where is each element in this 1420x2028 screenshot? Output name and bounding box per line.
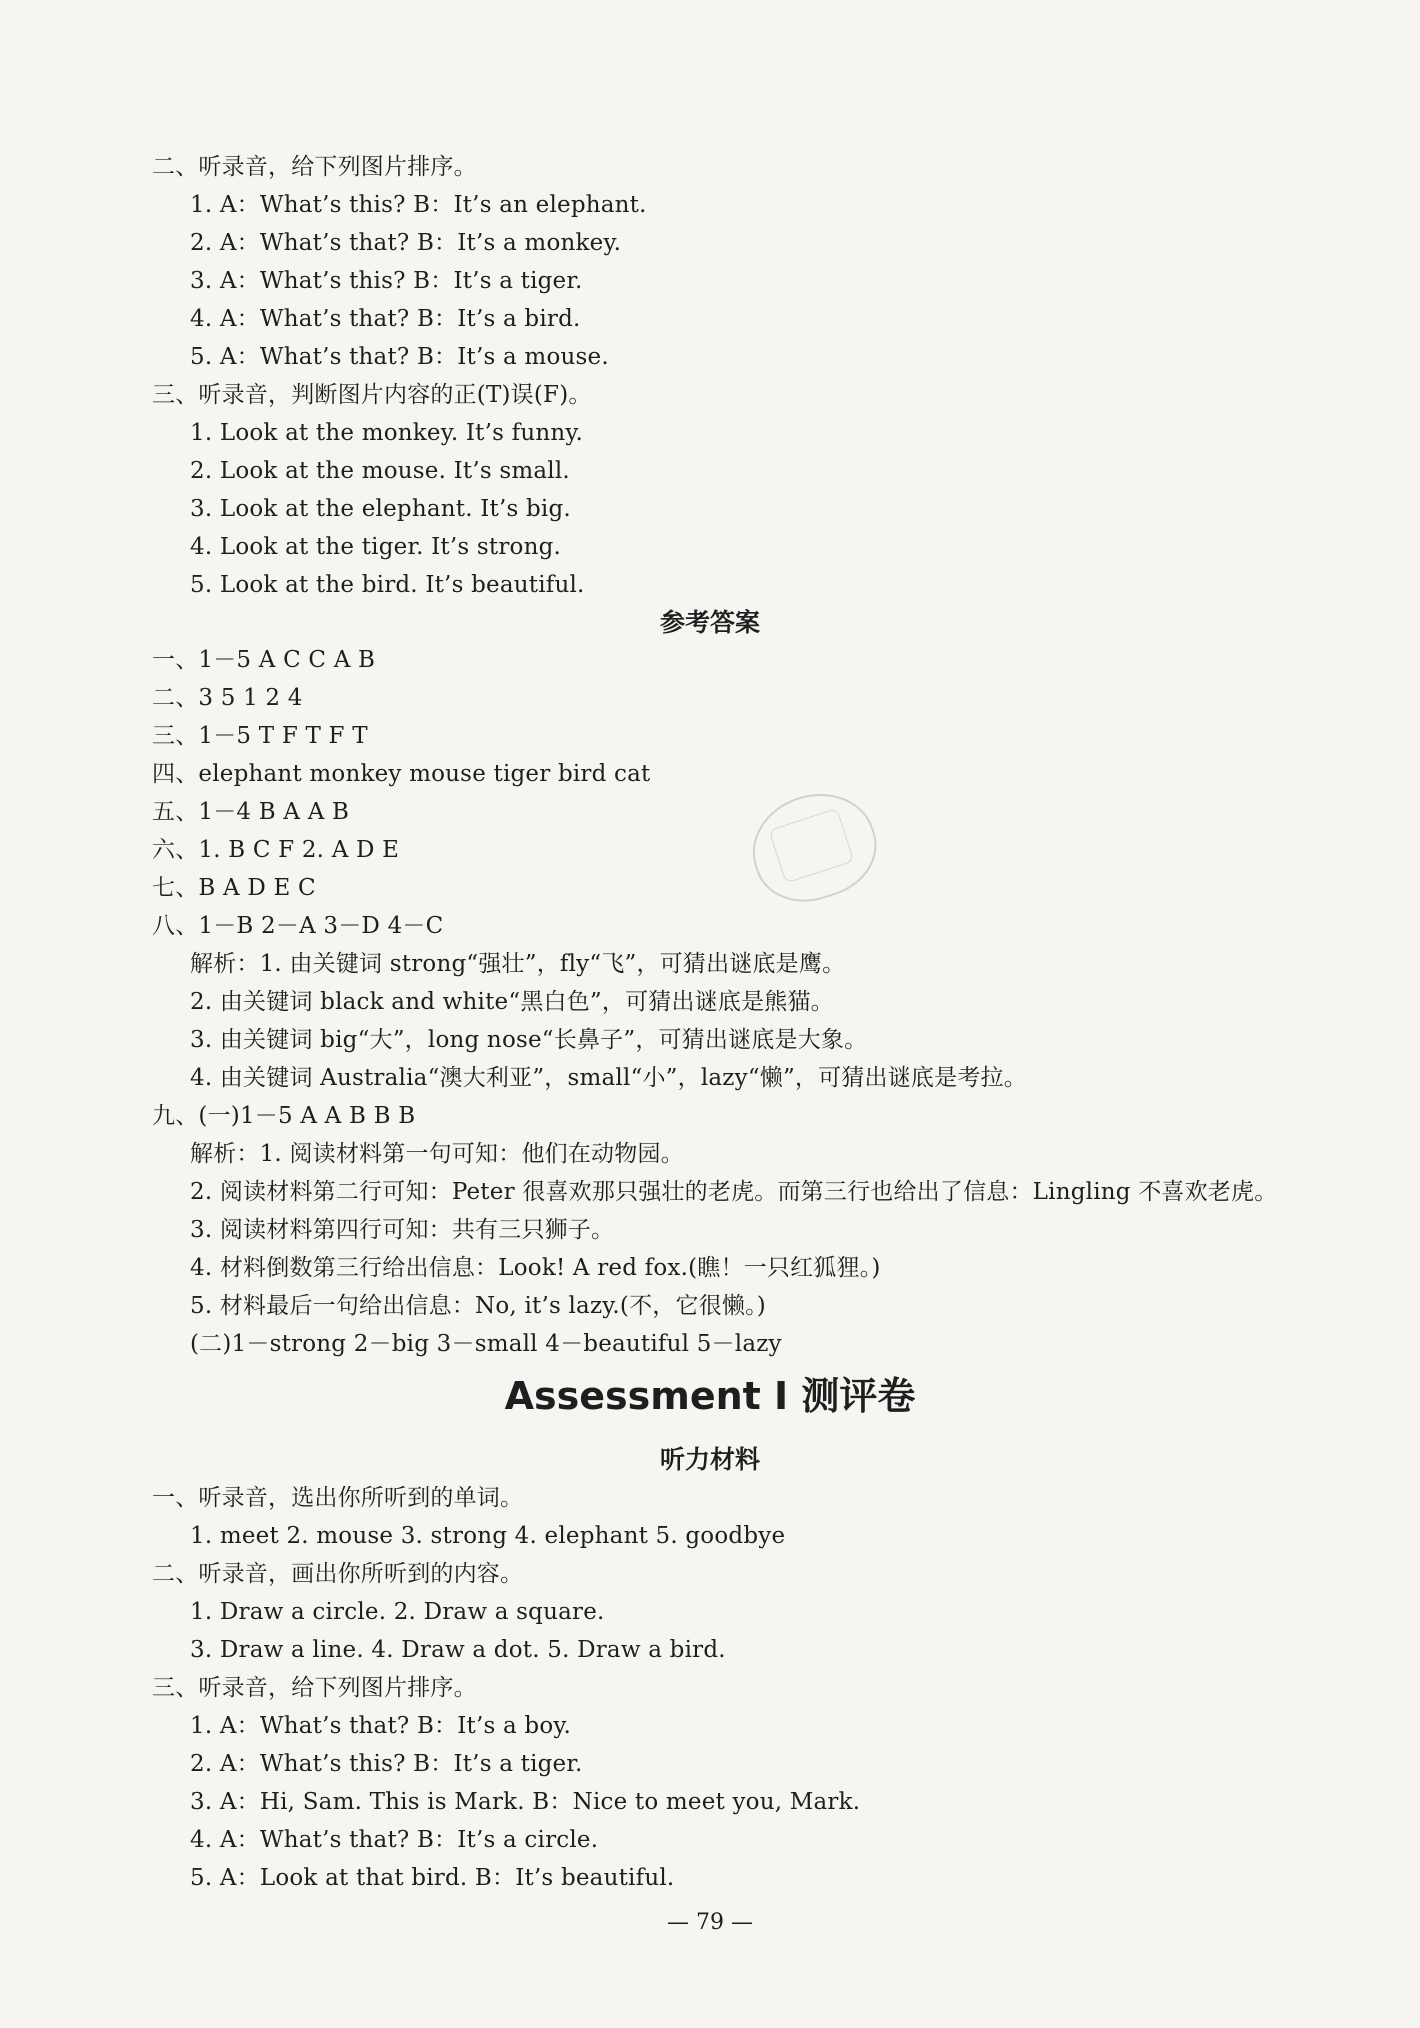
q9-explanation: 2. 阅读材料第二行可知：Peter 很喜欢那只强壮的老虎。而第三行也给出了信息：Lingling 不喜欢老虎。 [190, 1179, 1278, 1205]
q9-explanation: 4. 材料倒数第三行给出信息：Look! A red fox.(瞧！一只红狐狸。) [190, 1255, 881, 1281]
q8-explanation: 3. 由关键词 big“大”，long nose“长鼻子”，可猜出谜底是大象。 [190, 1027, 868, 1053]
assessment-part1-heading: 一、听录音，选出你所听到的单词。 [152, 1485, 524, 1511]
section-two-item: 5. A：What’s that? B：It’s a mouse. [190, 344, 609, 370]
assessment-part3-heading: 三、听录音，给下列图片排序。 [152, 1675, 477, 1701]
watermark-stamp-inner [769, 808, 855, 884]
section-two-heading: 二、听录音，给下列图片排序。 [152, 154, 477, 180]
answer-line: 八、1－B 2－A 3－D 4－C [152, 913, 444, 939]
section-three-item: 4. Look at the tiger. It’s strong. [190, 534, 562, 560]
answer-line: 六、1. B C F 2. A D E [152, 837, 400, 863]
section-three-heading: 三、听录音，判断图片内容的正(T)误(F)。 [152, 382, 592, 408]
q9-explanation: 解析：1. 阅读材料第一句可知：他们在动物园。 [190, 1141, 684, 1167]
answer-line: 七、B A D E C [152, 875, 316, 901]
section-two-item: 3. A：What’s this? B：It’s a tiger. [190, 268, 583, 294]
answer-line: 二、3 5 1 2 4 [152, 685, 303, 711]
section-two-item: 1. A：What’s this? B：It’s an elephant. [190, 192, 647, 218]
assessment-part3-item: 5. A：Look at that bird. B：It’s beautiful. [190, 1865, 675, 1891]
q9-answer-line: 九、(一)1－5 A A B B B [152, 1103, 416, 1129]
assessment-part3-item: 1. A：What’s that? B：It’s a boy. [190, 1713, 572, 1739]
section-three-item: 1. Look at the monkey. It’s funny. [190, 420, 584, 446]
assessment-part3-item: 2. A：What’s this? B：It’s a tiger. [190, 1751, 583, 1777]
q9-explanation: 3. 阅读材料第四行可知：共有三只狮子。 [190, 1217, 615, 1243]
assessment-part1-line: 1. meet 2. mouse 3. strong 4. elephant 5. goodbye [190, 1523, 786, 1549]
q9-explanation: 5. 材料最后一句给出信息：No, it’s lazy.(不，它很懒。) [190, 1293, 766, 1319]
assessment-title: Assessment Ⅰ 测评卷 [504, 1374, 916, 1418]
answer-line: 三、1－5 T F T F T [152, 723, 368, 749]
section-three-item: 2. Look at the mouse. It’s small. [190, 458, 570, 484]
section-two-item: 4. A：What’s that? B：It’s a bird. [190, 306, 581, 332]
assessment-subtitle: 听力材料 [659, 1445, 760, 1474]
watermark-stamp-icon [739, 778, 889, 915]
assessment-part2-heading: 二、听录音，画出你所听到的内容。 [152, 1561, 524, 1587]
q9-part2-answers: (二)1－strong 2－big 3－small 4－beautiful 5－lazy [190, 1331, 782, 1357]
assessment-part3-item: 3. A：Hi, Sam. This is Mark. B：Nice to meet you, Mark. [190, 1789, 861, 1815]
assessment-part3-item: 4. A：What’s that? B：It’s a circle. [190, 1827, 599, 1853]
q8-explanation: 解析：1. 由关键词 strong“强壮”，fly“飞”，可猜出谜底是鹰。 [190, 951, 846, 977]
section-three-item: 5. Look at the bird. It’s beautiful. [190, 572, 585, 598]
section-two-item: 2. A：What’s that? B：It’s a monkey. [190, 230, 622, 256]
assessment-part2-line: 1. Draw a circle. 2. Draw a square. [190, 1599, 605, 1625]
answers-title: 参考答案 [659, 608, 760, 637]
answer-line: 四、elephant monkey mouse tiger bird cat [152, 761, 651, 787]
page-number: — 79 — [667, 1910, 753, 1935]
section-three-item: 3. Look at the elephant. It’s big. [190, 496, 571, 522]
assessment-part2-line: 3. Draw a line. 4. Draw a dot. 5. Draw a bird. [190, 1637, 726, 1663]
answer-line: 五、1－4 B A A B [152, 799, 350, 825]
q8-explanation: 4. 由关键词 Australia“澳大利亚”，small“小”，lazy“懒”，可猜出谜底是考拉。 [190, 1065, 1027, 1091]
q8-explanation: 2. 由关键词 black and white“黑白色”，可猜出谜底是熊猫。 [190, 989, 834, 1015]
answer-line: 一、1－5 A C C A B [152, 647, 376, 673]
